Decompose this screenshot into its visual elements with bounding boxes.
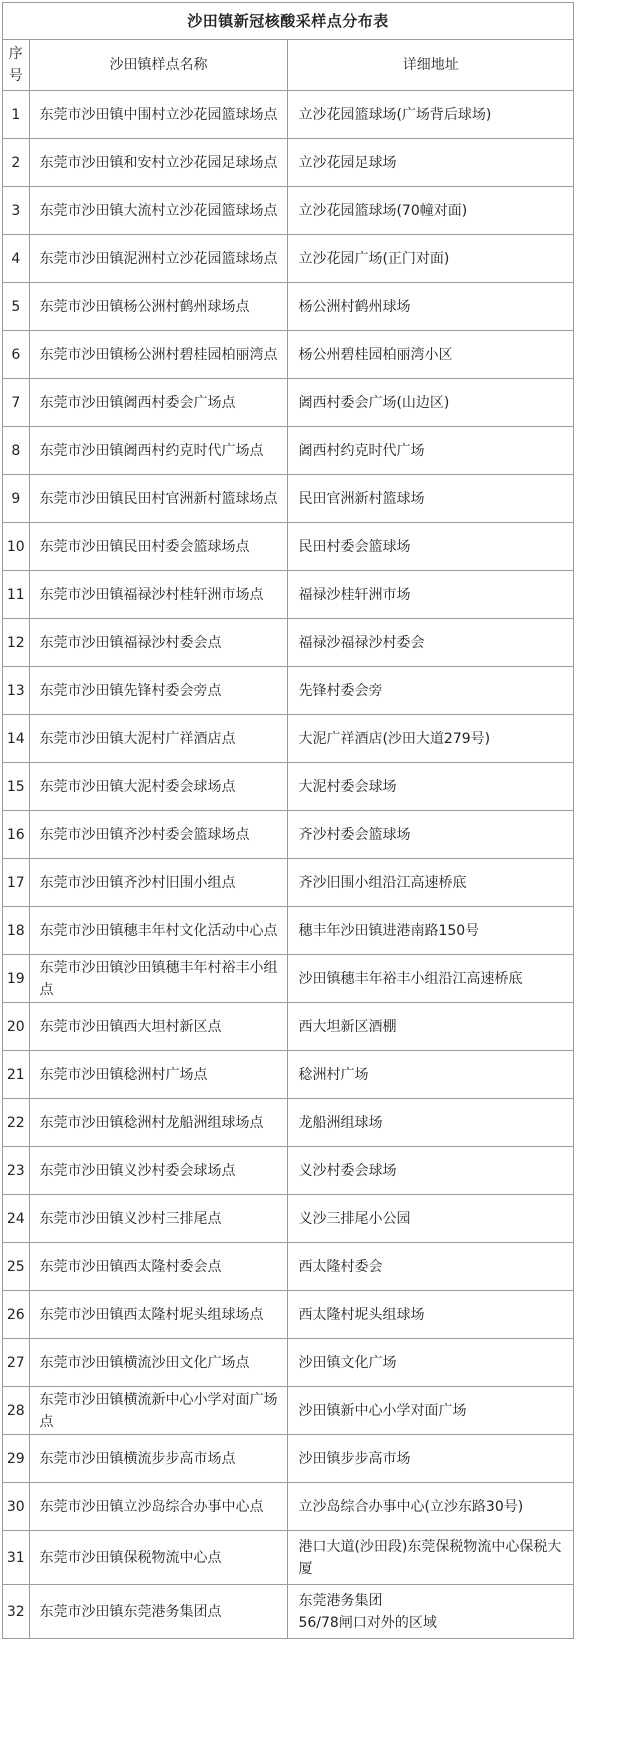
site-address-cell: 立沙花园足球场 (288, 139, 574, 187)
site-name-cell: 东莞市沙田镇齐沙村委会篮球场点 (29, 811, 288, 859)
site-name-cell: 东莞市沙田镇东莞港务集团点 (29, 1585, 288, 1639)
site-address-cell: 齐沙旧围小组沿江高速桥底 (288, 859, 574, 907)
site-address-cell: 沙田镇穗丰年裕丰小组沿江高速桥底 (288, 955, 574, 1003)
site-name-cell: 东莞市沙田镇西太隆村坭头组球场点 (29, 1291, 288, 1339)
site-name-cell: 东莞市沙田镇福禄沙村桂轩洲市场点 (29, 571, 288, 619)
row-number: 31 (3, 1531, 30, 1585)
site-address-cell: 大泥村委会球场 (288, 763, 574, 811)
table-row (3, 619, 574, 667)
site-address-cell: 杨公州碧桂园柏丽湾小区 (288, 331, 574, 379)
site-address-cell: 西太隆村坭头组球场 (288, 1291, 574, 1339)
row-number: 6 (3, 331, 30, 379)
site-name-cell: 东莞市沙田镇和安村立沙花园足球场点 (29, 139, 288, 187)
site-name-cell: 东莞市沙田镇横流步步高市场点 (29, 1435, 288, 1483)
site-name-cell: 东莞市沙田镇横流沙田文化广场点 (29, 1339, 288, 1387)
site-address-cell: 穗丰年沙田镇进港南路150号 (288, 907, 574, 955)
header-no: 序号 (3, 40, 30, 91)
table-row (3, 379, 574, 427)
row-number: 14 (3, 715, 30, 763)
site-name-cell: 东莞市沙田镇大泥村广祥酒店点 (29, 715, 288, 763)
row-number: 15 (3, 763, 30, 811)
site-name-cell: 东莞市沙田镇立沙岛综合办事中心点 (29, 1483, 288, 1531)
site-name-cell: 东莞市沙田镇杨公洲村碧桂园柏丽湾点 (29, 331, 288, 379)
site-name-cell: 东莞市沙田镇保税物流中心点 (29, 1531, 288, 1585)
site-name-cell: 东莞市沙田镇福禄沙村委会点 (29, 619, 288, 667)
sampling-points-table (2, 2, 574, 1639)
site-address-cell: 沙田镇新中心小学对面广场 (288, 1387, 574, 1435)
row-number: 19 (3, 955, 30, 1003)
row-number: 26 (3, 1291, 30, 1339)
table-row (3, 235, 574, 283)
site-name-cell: 东莞市沙田镇齐沙村旧围小组点 (29, 859, 288, 907)
site-name-cell: 东莞市沙田镇民田村委会篮球场点 (29, 523, 288, 571)
table-row (3, 811, 574, 859)
site-address-cell: 立沙花园广场(正门对面) (288, 235, 574, 283)
table-row (3, 91, 574, 139)
site-name-cell: 东莞市沙田镇阇西村约克时代广场点 (29, 427, 288, 475)
row-number: 29 (3, 1435, 30, 1483)
site-address-cell: 立沙岛综合办事中心(立沙东路30号) (288, 1483, 574, 1531)
site-address-cell: 港口大道(沙田段)东莞保税物流中心保税大厦 (288, 1531, 574, 1585)
site-name-cell: 东莞市沙田镇泥洲村立沙花园篮球场点 (29, 235, 288, 283)
table-row (3, 667, 574, 715)
site-address-cell: 先锋村委会旁 (288, 667, 574, 715)
table-row (3, 571, 574, 619)
site-name-cell: 东莞市沙田镇大流村立沙花园篮球场点 (29, 187, 288, 235)
table-row (3, 1585, 574, 1639)
row-number: 27 (3, 1339, 30, 1387)
row-number: 12 (3, 619, 30, 667)
table-row (3, 1147, 574, 1195)
site-name-cell: 东莞市沙田镇横流新中心小学对面广场点 (29, 1387, 288, 1435)
table-row (3, 1003, 574, 1051)
row-number: 25 (3, 1243, 30, 1291)
site-name-cell: 东莞市沙田镇西大坦村新区点 (29, 1003, 288, 1051)
site-address-cell: 杨公洲村鹤州球场 (288, 283, 574, 331)
site-name-cell: 东莞市沙田镇稔洲村龙船洲组球场点 (29, 1099, 288, 1147)
site-address-cell: 义沙村委会球场 (288, 1147, 574, 1195)
site-address-cell: 福禄沙福禄沙村委会 (288, 619, 574, 667)
row-number: 10 (3, 523, 30, 571)
table-row (3, 1051, 574, 1099)
site-address-cell: 沙田镇文化广场 (288, 1339, 574, 1387)
table-row (3, 1243, 574, 1291)
table-row (3, 139, 574, 187)
table-row (3, 715, 574, 763)
row-number: 17 (3, 859, 30, 907)
table-row (3, 1435, 574, 1483)
row-number: 1 (3, 91, 30, 139)
site-name-cell: 东莞市沙田镇中围村立沙花园篮球场点 (29, 91, 288, 139)
table-body (3, 3, 574, 1639)
site-name-cell: 东莞市沙田镇先锋村委会旁点 (29, 667, 288, 715)
table-row (3, 331, 574, 379)
row-number: 20 (3, 1003, 30, 1051)
row-number: 7 (3, 379, 30, 427)
table-row (3, 475, 574, 523)
site-address-cell: 立沙花园篮球场(广场背后球场) (288, 91, 574, 139)
table-row (3, 955, 574, 1003)
site-name-cell: 东莞市沙田镇沙田镇穗丰年村裕丰小组点 (29, 955, 288, 1003)
site-address-cell: 齐沙村委会篮球场 (288, 811, 574, 859)
site-name-cell: 东莞市沙田镇稔洲村广场点 (29, 1051, 288, 1099)
site-name-cell: 东莞市沙田镇阇西村委会广场点 (29, 379, 288, 427)
header-row (3, 40, 574, 91)
row-number: 32 (3, 1585, 30, 1639)
site-address-cell: 阇西村委会广场(山边区) (288, 379, 574, 427)
site-name-cell: 东莞市沙田镇民田村官洲新村篮球场点 (29, 475, 288, 523)
row-number: 4 (3, 235, 30, 283)
row-number: 28 (3, 1387, 30, 1435)
site-address-cell: 沙田镇步步高市场 (288, 1435, 574, 1483)
site-address-cell: 义沙三排尾小公园 (288, 1195, 574, 1243)
row-number: 9 (3, 475, 30, 523)
row-number: 24 (3, 1195, 30, 1243)
row-number: 16 (3, 811, 30, 859)
row-number: 22 (3, 1099, 30, 1147)
site-address-cell: 龙船洲组球场 (288, 1099, 574, 1147)
table-row (3, 1483, 574, 1531)
site-name-cell: 东莞市沙田镇大泥村委会球场点 (29, 763, 288, 811)
row-number: 21 (3, 1051, 30, 1099)
header-name: 沙田镇样点名称 (29, 40, 288, 91)
row-number: 5 (3, 283, 30, 331)
row-number: 23 (3, 1147, 30, 1195)
table-row (3, 1387, 574, 1435)
row-number: 2 (3, 139, 30, 187)
site-address-cell: 大泥广祥酒店(沙田大道279号) (288, 715, 574, 763)
site-name-cell: 东莞市沙田镇义沙村三排尾点 (29, 1195, 288, 1243)
row-number: 13 (3, 667, 30, 715)
table-row (3, 1291, 574, 1339)
site-address-cell: 立沙花园篮球场(70幢对面) (288, 187, 574, 235)
site-address-cell: 福禄沙桂轩洲市场 (288, 571, 574, 619)
site-name-cell: 东莞市沙田镇西太隆村委会点 (29, 1243, 288, 1291)
site-address-cell: 西大坦新区酒棚 (288, 1003, 574, 1051)
table-row (3, 283, 574, 331)
row-number: 11 (3, 571, 30, 619)
site-address-cell: 民田村委会篮球场 (288, 523, 574, 571)
site-name-cell: 东莞市沙田镇穗丰年村文化活动中心点 (29, 907, 288, 955)
table-row (3, 523, 574, 571)
table-row (3, 763, 574, 811)
row-number: 8 (3, 427, 30, 475)
site-name-cell: 东莞市沙田镇杨公洲村鹤州球场点 (29, 283, 288, 331)
site-address-cell: 西太隆村委会 (288, 1243, 574, 1291)
row-number: 3 (3, 187, 30, 235)
header-address: 详细地址 (288, 40, 574, 91)
site-address-cell: 稔洲村广场 (288, 1051, 574, 1099)
title-row (3, 3, 574, 40)
site-name-cell: 东莞市沙田镇义沙村委会球场点 (29, 1147, 288, 1195)
table-row (3, 1531, 574, 1585)
table-row (3, 1339, 574, 1387)
table-row (3, 907, 574, 955)
site-address-cell: 阇西村约克时代广场 (288, 427, 574, 475)
table-title: 沙田镇新冠核酸采样点分布表 (3, 3, 574, 40)
table-row (3, 1099, 574, 1147)
table-row (3, 1195, 574, 1243)
site-address-cell: 东莞港务集团 56/78闸口对外的区域 (288, 1585, 574, 1639)
site-address-cell: 民田官洲新村篮球场 (288, 475, 574, 523)
table-row (3, 427, 574, 475)
table-row (3, 187, 574, 235)
sampling-points-table-container (2, 2, 574, 1639)
row-number: 30 (3, 1483, 30, 1531)
table-row (3, 859, 574, 907)
row-number: 18 (3, 907, 30, 955)
